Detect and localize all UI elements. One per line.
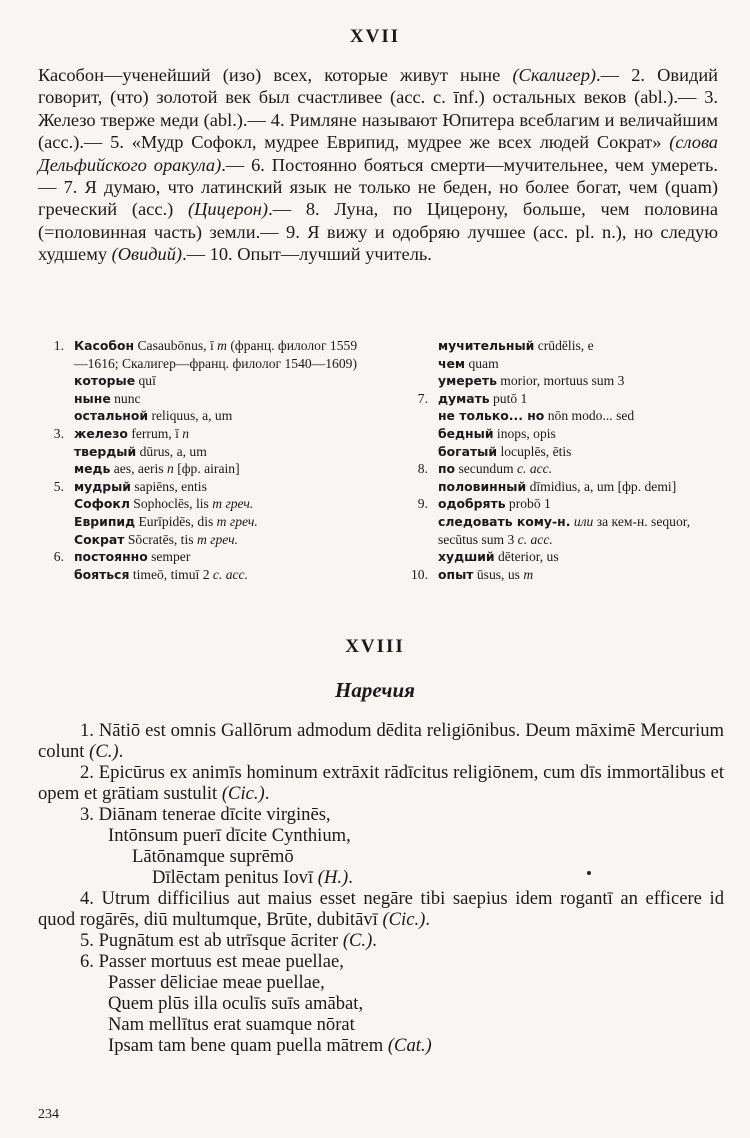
exercise-xvii-text: [38, 64, 718, 266]
italic-segment: n: [182, 425, 190, 441]
text-segment: dēterior, us: [494, 549, 559, 565]
vocab-entry: [40, 548, 370, 566]
headword: Софокл: [74, 496, 130, 512]
text-segment: Nam mellītus erat suamque nōrat: [108, 1014, 355, 1035]
entry-number: 5.: [53, 478, 64, 494]
headword: думать: [438, 390, 490, 406]
vocab-entry: [404, 425, 724, 443]
text-segment: crūdēlis, e: [534, 338, 594, 353]
vocab-entry: [40, 407, 370, 425]
verse-line: [38, 867, 724, 888]
italic-segment: (C.): [89, 741, 119, 762]
text-segment: probō 1: [505, 496, 551, 512]
vocab-entry: [404, 407, 724, 425]
text-segment: quī: [135, 373, 156, 389]
headword: половинный: [438, 478, 527, 494]
headword: умереть: [438, 373, 497, 389]
vocab-entry: [40, 478, 370, 496]
entry-number: 8.: [417, 461, 428, 477]
text-segment: .: [348, 867, 353, 888]
latin-exercises: [38, 720, 724, 1056]
vocab-entry: [404, 337, 724, 355]
text-segment: .: [425, 909, 430, 930]
italic-segment: m греч.: [216, 513, 258, 529]
latin-paragraph: [38, 762, 724, 804]
text-segment: aes, aeris: [110, 461, 167, 477]
text-segment: 4. Utrum difficilius aut maius esset negāre tibi saepius idem rogantī an efficere id quod rogārēs, diū multumque, Brūte, dubitāvī: [38, 888, 724, 930]
headword: по: [438, 461, 456, 477]
verse-line: [38, 804, 724, 825]
entry-number: 10.: [411, 566, 428, 582]
italic-segment: (H.): [317, 867, 349, 888]
vocab-entry: [404, 372, 724, 390]
italic-segment: (Cic.): [382, 909, 426, 930]
text-segment: ferrum, ī: [127, 425, 183, 441]
italic-segment: или: [573, 513, 594, 529]
vocab-entry: [40, 443, 370, 461]
text-segment: .: [264, 783, 270, 804]
text-segment: timeō, timuī 2: [129, 566, 213, 582]
text-segment: (франц. филолог 1559—1616; Скалигер—франц. филолог 1540—1609): [74, 338, 358, 371]
headword: медь: [74, 461, 111, 477]
headword: следовать кому-н.: [438, 513, 571, 529]
section-title-xvii: XVII: [349, 26, 401, 47]
text-segment: .— 2. Овидий говорит, (что) золотой век был счастливее (acc. c. īnf.) остальных веков (abl.).— 3. Железо тверже меди (abl.).— 4. Римляне называют Юпитера всеблагим и величайшим (acc.).— 5. «Мудр Софокл, мудрее Еврипид, мудрее же всех людей Сократ»: [38, 65, 719, 153]
text-segment: .: [118, 741, 124, 762]
verse-line: [38, 846, 724, 867]
verse-line: [38, 951, 724, 972]
italic-segment: (Cic.): [221, 783, 265, 804]
vocab-entry: [404, 460, 724, 478]
headword: Сократ: [74, 531, 125, 547]
entry-number: 1.: [53, 338, 64, 353]
italic-segment: m греч.: [196, 531, 238, 547]
vocab-entry: [404, 443, 724, 461]
vocab-entry: [40, 531, 370, 549]
text-segment: 5. Pugnātum est ab utrīsque ācriter: [80, 930, 343, 951]
text-segment: Sōcratēs, tis: [124, 531, 197, 547]
text-segment: Quem plūs illa oculīs suīs amābat,: [108, 993, 364, 1014]
headword: которые: [74, 373, 136, 389]
text-segment: morior, mortuus sum 3: [496, 373, 625, 389]
vocab-entry: [404, 566, 724, 584]
text-segment: reliquus, a, um: [148, 408, 233, 424]
entry-number: 3.: [53, 425, 64, 441]
vocab-entry: [40, 460, 370, 478]
headword: Касобон: [74, 338, 135, 353]
text-segment: .: [372, 930, 377, 951]
headword: одобрять: [438, 496, 506, 512]
text-segment: 3. Diānam tenerae dīcite virginēs,: [80, 804, 331, 825]
headword: остальной: [74, 408, 149, 424]
text-segment: quam: [465, 355, 499, 371]
italic-segment: (Цицерон): [188, 199, 269, 220]
verse-line: [38, 993, 724, 1014]
headword: железо: [74, 425, 128, 441]
text-segment: putō 1: [489, 390, 528, 406]
italic-segment: m: [217, 338, 227, 353]
verse-line: [38, 930, 724, 951]
text-segment: .— 10. Опыт—лучший учитель.: [182, 244, 432, 265]
section-subtitle: Наречия: [335, 678, 415, 702]
vocab-entry: [404, 548, 724, 566]
vocab-entry: [40, 425, 370, 443]
text-segment: [фр. airain]: [173, 461, 240, 477]
italic-segment: c. acc.: [212, 566, 248, 582]
vocab-entry: [404, 355, 724, 373]
vocab-entry: [40, 513, 370, 531]
section-title-xviii: XVIII: [345, 636, 405, 657]
text-segment: semper: [147, 549, 191, 565]
italic-segment: (слова Дельфийского оракула): [38, 132, 718, 175]
vocab-entry: [40, 372, 370, 390]
headword: мудрый: [74, 478, 131, 494]
italic-segment: (Cat.): [387, 1035, 432, 1056]
vocabulary-right-column: [404, 337, 724, 583]
headword: опыт: [438, 566, 474, 582]
headword: твердый: [74, 443, 137, 459]
italic-segment: n: [167, 461, 174, 477]
text-segment: ūsus, us: [473, 566, 524, 582]
italic-segment: c. acc.: [517, 531, 553, 547]
text-segment: nunc: [110, 390, 141, 406]
text-segment: за кем-н. sequor, secūtus sum 3: [438, 513, 691, 547]
text-segment: .— 8. Луна, по Цицерону, больше, чем половина (=половинная часть) земли.— 9. Я вижу и одобряю лучшее (acc. pl. n.), но следую худшему: [38, 199, 719, 265]
verse-line: [38, 825, 724, 846]
text-segment: 2. Epicūrus ex animīs hominum extrāxit rādīcitus religiōnem, cum dīs immortālibus et opem et grātiam sustulit: [38, 762, 724, 804]
text-segment: 6. Passer mortuus est meae puellae,: [80, 951, 344, 972]
text-segment: Intōnsum puerī dīcite Cynthium,: [108, 825, 351, 846]
text-segment: Passer dēliciae meae puellae,: [108, 972, 325, 993]
verse-line: [38, 1014, 724, 1035]
text-segment: Lātōnamque suprēmō: [132, 846, 294, 867]
verse-line: [38, 972, 724, 993]
latin-paragraph: [38, 720, 724, 762]
vocabulary-left-column: [40, 337, 370, 583]
entry-number: 7.: [417, 390, 428, 406]
text-segment: secundum: [455, 461, 517, 477]
headword: мучительный: [438, 338, 535, 353]
italic-segment: c. acc.: [517, 461, 553, 477]
text-segment: Ipsam tam bene quam puella mātrem: [108, 1035, 388, 1056]
text-segment: inops, opis: [493, 425, 556, 441]
vocab-entry: [404, 495, 724, 513]
italic-segment: m: [523, 566, 534, 582]
text-segment: locuplēs, ētis: [497, 443, 572, 459]
headword: бояться: [74, 566, 130, 582]
text-segment: Sophoclēs, lis: [129, 496, 213, 512]
headword: худший: [438, 549, 495, 565]
vocab-entry: [40, 566, 370, 584]
italic-segment: (C.): [342, 930, 373, 951]
text-segment: 1. Nātiō est omnis Gallōrum admodum dēdita religiōnibus. Deum māximē Mercurium colunt: [38, 720, 724, 762]
headword: Еврипид: [74, 513, 136, 529]
text-segment: Eurīpidēs, dis: [135, 513, 217, 529]
text-segment: Casaubōnus, ī: [134, 338, 218, 353]
text-segment: Dīlēctam penitus Iovī: [152, 867, 318, 888]
vocab-entry: [40, 390, 370, 408]
headword: чем: [438, 355, 466, 371]
verse-line: [38, 1035, 724, 1056]
headword: ныне: [74, 390, 111, 406]
vocab-entry: [40, 495, 370, 513]
headword: бедный: [438, 425, 494, 441]
text-segment: sapiēns, entis: [130, 478, 207, 494]
headword: постоянно: [74, 549, 148, 565]
italic-segment: (Овидий): [111, 244, 183, 265]
text-segment: dūrus, a, um: [136, 443, 207, 459]
entry-number: 9.: [417, 496, 428, 512]
text-segment: .— 6. Постоянно бояться смерти—мучительнее, чем умереть.— 7. Я думаю, что латинский язык не только не беден, но более богат, чем (quam) греческий (acc.): [38, 154, 718, 220]
print-speck: [587, 871, 591, 875]
italic-segment: m греч.: [212, 496, 254, 512]
latin-paragraph: [38, 888, 724, 930]
vocab-entry: [404, 390, 724, 408]
headword: не только... но: [438, 408, 545, 424]
text-segment: Касобон—ученейший (изо) всех, которые живут ныне: [38, 65, 513, 85]
page-number: 234: [38, 1107, 59, 1122]
vocab-entry: [40, 337, 370, 372]
text-segment: nōn modo... sed: [544, 408, 635, 424]
headword: богатый: [438, 443, 498, 459]
text-segment: dīmidius, a, um [фр. demi]: [526, 478, 677, 494]
vocab-entry: [404, 513, 724, 548]
italic-segment: (Скалигер): [512, 65, 597, 85]
vocab-entry: [404, 478, 724, 496]
entry-number: 6.: [53, 549, 64, 565]
